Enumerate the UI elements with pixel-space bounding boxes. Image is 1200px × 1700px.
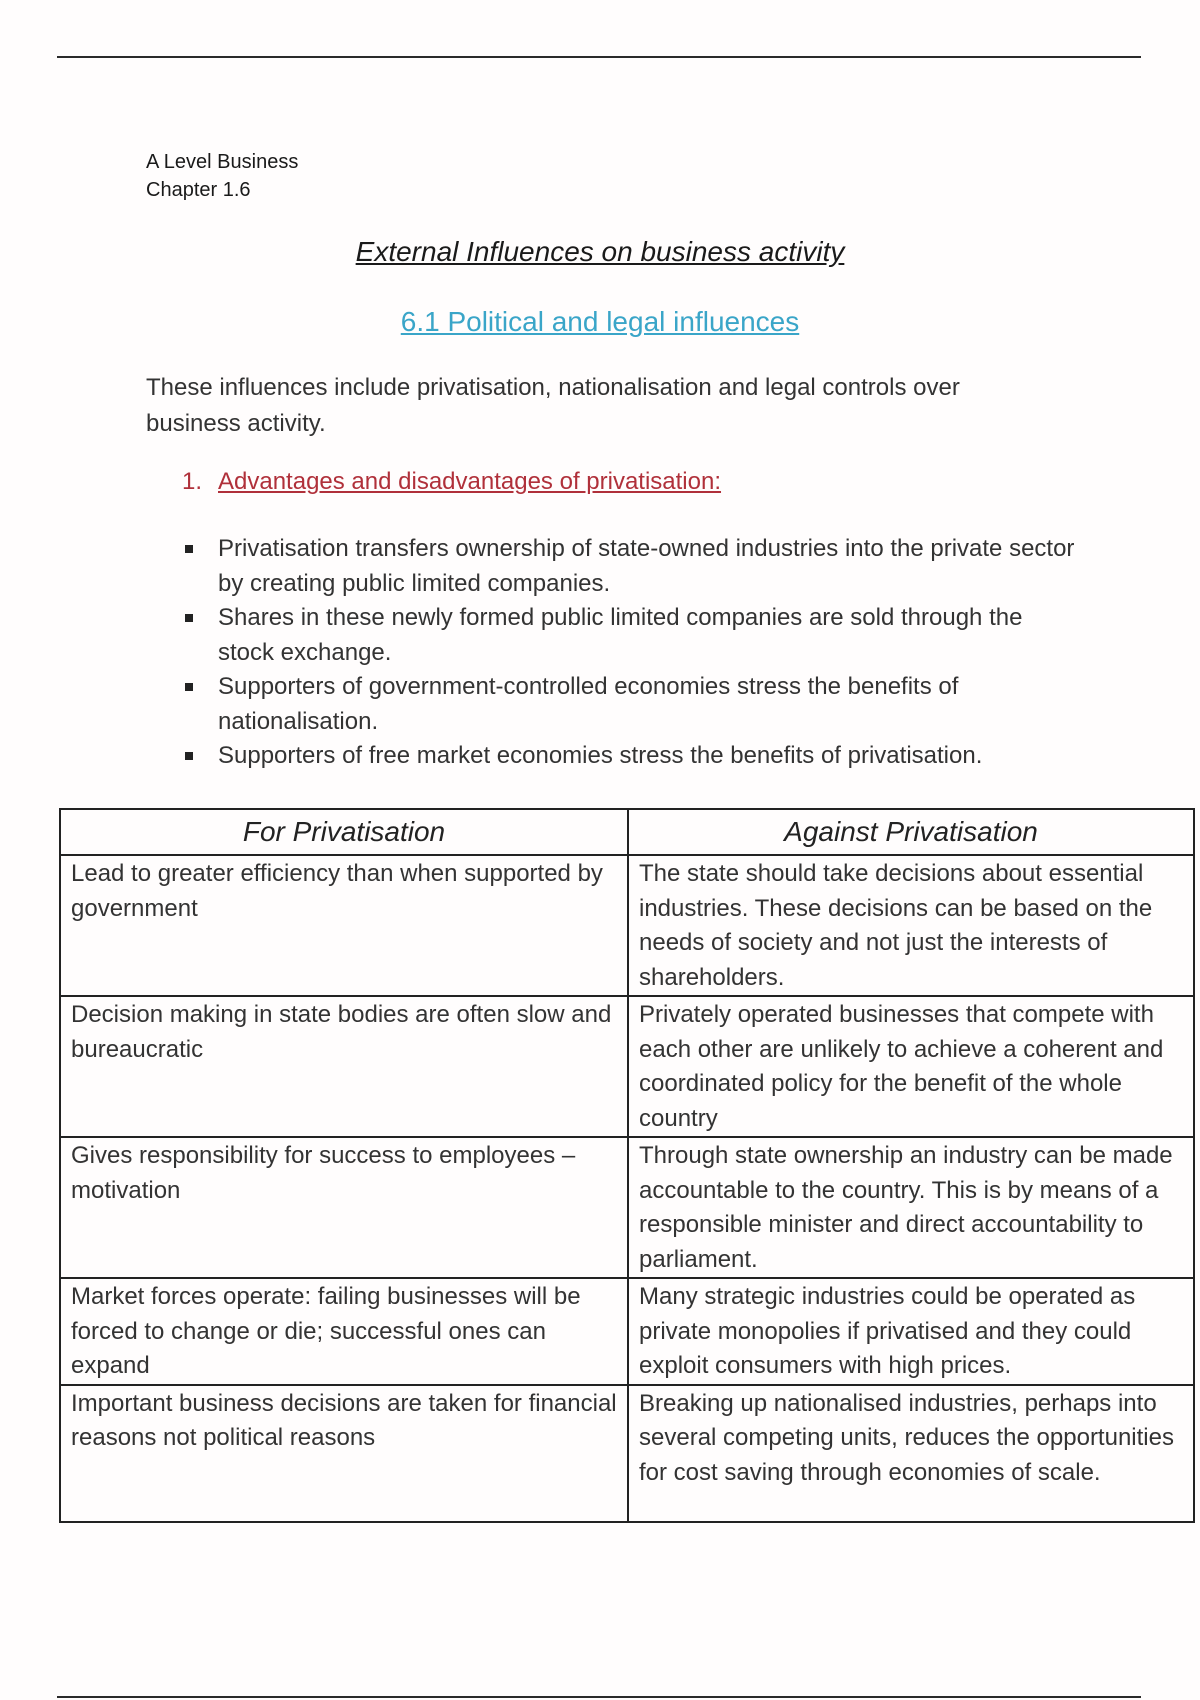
top-rule <box>57 56 1141 58</box>
table-cell-against: The state should take decisions about essential industries. These decisions can be based on the needs of society and not just the interests of shareholders. <box>628 855 1194 996</box>
numbered-heading-number: 1. <box>182 468 203 495</box>
bottom-rule <box>57 1696 1141 1698</box>
table-cell-against: Many strategic industries could be operated as private monopolies if privatised and they could exploit consumers with high prices. <box>628 1278 1194 1385</box>
numbered-heading <box>182 468 721 496</box>
table-cell-for: Important business decisions are taken for financial reasons not political reasons <box>60 1385 628 1522</box>
bullet-list <box>182 532 1082 774</box>
table-cell-for: Decision making in state bodies are often slow and bureaucratic <box>60 996 628 1137</box>
table-cell-for: Gives responsibility for success to employees – motivation <box>60 1137 628 1278</box>
table-row <box>60 1278 1194 1385</box>
table-row <box>60 1137 1194 1278</box>
numbered-heading-text: Advantages and disadvantages of privatisation: <box>218 468 722 495</box>
bullet-item: Shares in these newly formed public limited companies are sold through the stock exchange. <box>182 601 1082 670</box>
column-header-against: Against Privatisation <box>628 809 1194 855</box>
section-subtitle: 6.1 Political and legal influences <box>400 306 800 337</box>
intro-paragraph: These influences include privatisation, nationalisation and legal controls over business activity. <box>146 374 960 437</box>
table-cell-for: Market forces operate: failing businesses will be forced to change or die; successful ones can expand <box>60 1278 628 1385</box>
table-cell-against: Breaking up nationalised industries, perhaps into several competing units, reduces the opportunities for cost saving through economies of scale. <box>628 1385 1194 1522</box>
table-row <box>60 1385 1194 1522</box>
table-header-row <box>60 809 1194 855</box>
bullet-item: Supporters of free market economies stress the benefits of privatisation. <box>182 739 1082 774</box>
table-row <box>60 855 1194 996</box>
page-title: External Influences on business activity <box>355 236 845 267</box>
privatisation-table <box>59 808 1195 1523</box>
table-row <box>60 996 1194 1137</box>
document-header <box>146 148 298 204</box>
course-label: A Level Business <box>146 151 299 173</box>
table-cell-for: Lead to greater efficiency than when supported by government <box>60 855 628 996</box>
table-cell-against: Through state ownership an industry can be made accountable to the country. This is by means of a responsible minister and direct accountability to parliament. <box>628 1137 1194 1278</box>
bullet-item: Supporters of government-controlled economies stress the benefits of nationalisation. <box>182 670 1082 739</box>
bullet-item: Privatisation transfers ownership of state-owned industries into the private sector by creating public limited companies. <box>182 532 1082 601</box>
table-cell-against: Privately operated businesses that compete with each other are unlikely to achieve a coherent and coordinated policy for the benefit of the whole country <box>628 996 1194 1137</box>
chapter-label: Chapter 1.6 <box>146 179 251 201</box>
column-header-for: For Privatisation <box>60 809 628 855</box>
